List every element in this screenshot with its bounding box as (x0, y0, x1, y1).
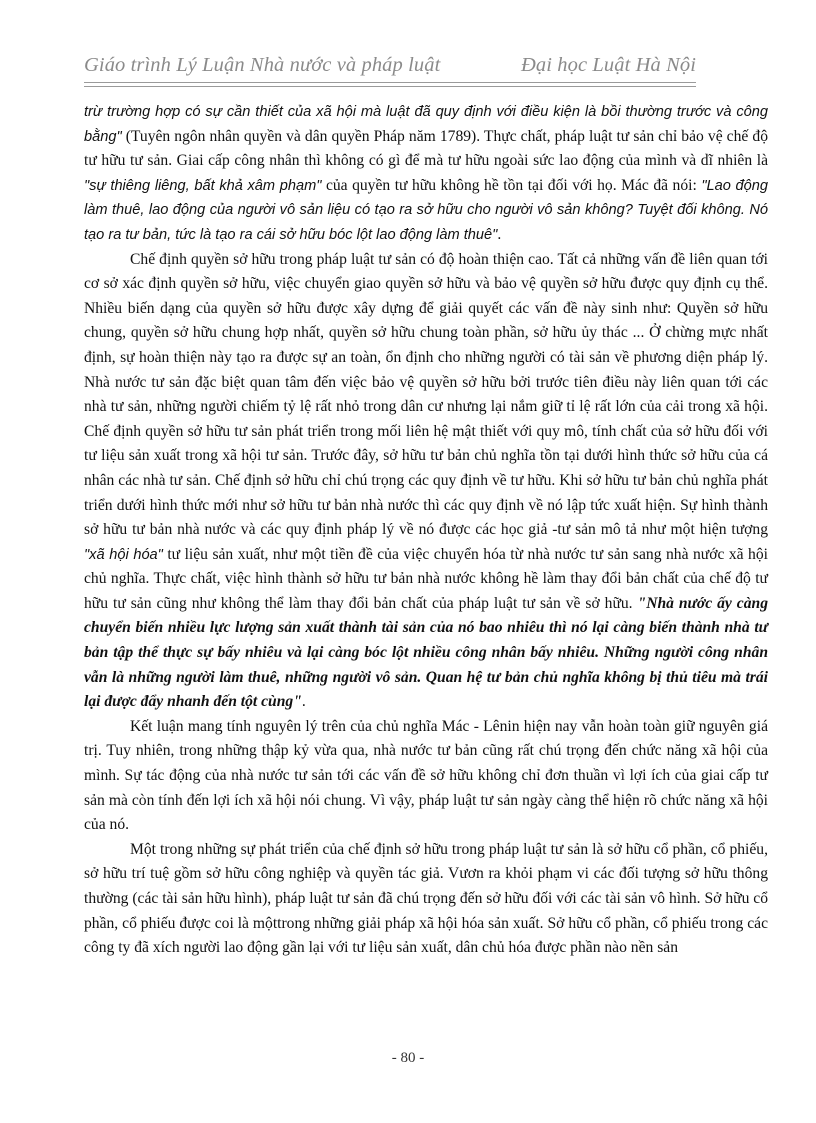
paragraph-1 (84, 100, 768, 248)
paragraph-2-text-b: tư liệu sản xuất, như một tiền đề của việc chuyển hóa từ nhà nước tư sản sang nhà nước xã hội chủ nghĩa. Thực chất, việc hình thành sở hữu tư bản nhà nước không hề làm thay đổi bản chất của chế độ tư hữu tư sản cũng như không thể làm thay đổi bản chất của pháp luật tư sản về sở hữu. (84, 545, 768, 612)
header-institution: Đại học Luật Hà Nội (520, 54, 696, 76)
paragraph-3: Kết luận mang tính nguyên lý trên của chủ nghĩa Mác - Lênin hiện nay vẫn hoàn toàn giữ nguyên giá trị. Tuy nhiên, trong những thập kỷ vừa qua, nhà nước tư bản cũng rất chú trọng đến chức năng xã hội của mình. Sự tác động của nhà nước tư sản tới các vấn đề sở hữu không chỉ đơn thuần vì lợi ích của giai cấp tư sản mà còn tính đến lợi ích xã hội nói chung. Vì vậy, pháp luật tư sản ngày càng thể hiện rõ chức năng xã hội của nó. (84, 717, 768, 834)
header-book-title: Giáo trình Lý Luận Nhà nước và pháp luật (84, 54, 441, 76)
paragraph-2-text-a: Chế định quyền sở hữu trong pháp luật tư sản có độ hoàn thiện cao. Tất cả những vấn đề liên quan tới cơ sở xác định quyền sở hữu, việc chuyển giao quyền sở hữu và bảo vệ quyền sở hữu được quy định cụ thể. Nhiều biến dạng của quyền sở hữu được xây dựng để giải quyết các vấn đề này sinh như: Quyền sở hữu chung, quyền sở hữu chung hợp nhất, quyền sở hữu chung toàn phần, sở hữu ủy thác ... Ở chừng mực nhất định, sự hoàn thiện này tạo ra được sự an toàn, ổn định cho những người có tài sản về phương diện pháp lý. Nhà nước tư sản đặc biệt quan tâm đến việc bảo vệ quyền sở hữu bởi trước tiên điều này liên quan tới các nhà tư sản, những người chiếm tỷ lệ rất nhỏ trong dân cư nhưng lại nắm giữ tỉ lệ rất lớn của cải trong xã hội. Chế định quyền sở hữu tư sản phát triển trong mối liên hệ mật thiết với quy mô, tính chất của sở hữu đối với tư liệu sản xuất trong xã hội tư sản. Trước đây, sở hữu tư bản chủ nghĩa tồn tại dưới hình thức sở hữu của cá nhân các nhà tư sản. Chế định sở hữu chỉ chú trọng các quy định về tư hữu. Khi sở hữu tư bản chủ nghĩa phát triển dưới hình thức mới như sở hữu tư bản nhà nước thì các quy định về nó lập tức xuất hiện. Sự hình thành sở hữu tư bản nhà nước và các quy định pháp lý về nó được các học giả -tư sản mô tả như một hiện tượng (84, 250, 768, 539)
quote-socialization: "xã hội hóa" (84, 546, 163, 563)
quote-marx: "Lao động làm thuê, lao động của người vô sản liệu có tạo ra sở hữu cho người vô sản không? Tuyệt đối không. Nó tạo ra tư bản, tức là tạo ra cái sở hữu bóc lột lao động làm thuê" (84, 177, 768, 243)
paragraph-1-text-a: (Tuyên ngôn nhân quyền và dân quyền Pháp năm 1789). Thực chất, pháp luật tư sản chỉ bảo vệ chế độ tư hữu tư sản. Giai cấp công nhân thì không có gì để mà tư hữu ngoài sức lao động của mình và dĩ nhiên là (84, 127, 768, 170)
paragraph-2-text-c: . (301, 693, 306, 711)
header-divider (84, 82, 696, 87)
paragraph-1-text-c: . (497, 225, 502, 243)
quote-sacred: "sự thiêng liêng, bất khả xâm phạm" (84, 177, 322, 194)
quote-engels-bold: "Nhà nước ấy càng chuyển biến nhiều lực lượng sản xuất thành tài sản của nó bao nhiêu thì nó lại càng biến thành nhà tư bản tập thể thực sự bấy nhiêu và lại càng bóc lột nhiều công nhân bấy nhiêu. Những người công nhân vẫn là những người làm thuê, những người vô sản. Quan hệ tư bản chủ nghĩa không bị thủ tiêu mà trái lại được đẩy nhanh đến tột cùng" (84, 594, 768, 711)
running-header (84, 52, 696, 82)
quote-declaration: trừ trường hợp có sự cần thiết của xã hội mà luật đã quy định với điều kiện là bồi thường trước và công bằng" (84, 104, 768, 145)
page-number: - 80 - (391, 1050, 425, 1066)
paragraph-1-text-b: của quyền tư hữu không hề tồn tại đối với họ. Mác đã nói: (321, 176, 702, 194)
paragraph-2 (84, 248, 768, 715)
page-body (84, 100, 768, 961)
paragraph-4: Một trong những sự phát triển của chế định sở hữu trong pháp luật tư sản là sở hữu cổ phần, cổ phiếu, sở hữu trí tuệ gồm sở hữu công nghiệp và quyền tác giả. Vươn ra khỏi phạm vi các đối tượng sở hữu thông thường (các tài sản hữu hình), pháp luật tư sản đã chú trọng đến sở hữu đối với các tài sản vô hình. Sở hữu cổ phần, cổ phiếu được coi là mộttrong những giải pháp xã hội hóa sản xuất. Sở hữu cổ phần, cổ phiếu trong các công ty đã xích người lao động gần lại với tư liệu sản xuất, dân chủ hóa được phần nào nền sản (84, 840, 768, 957)
